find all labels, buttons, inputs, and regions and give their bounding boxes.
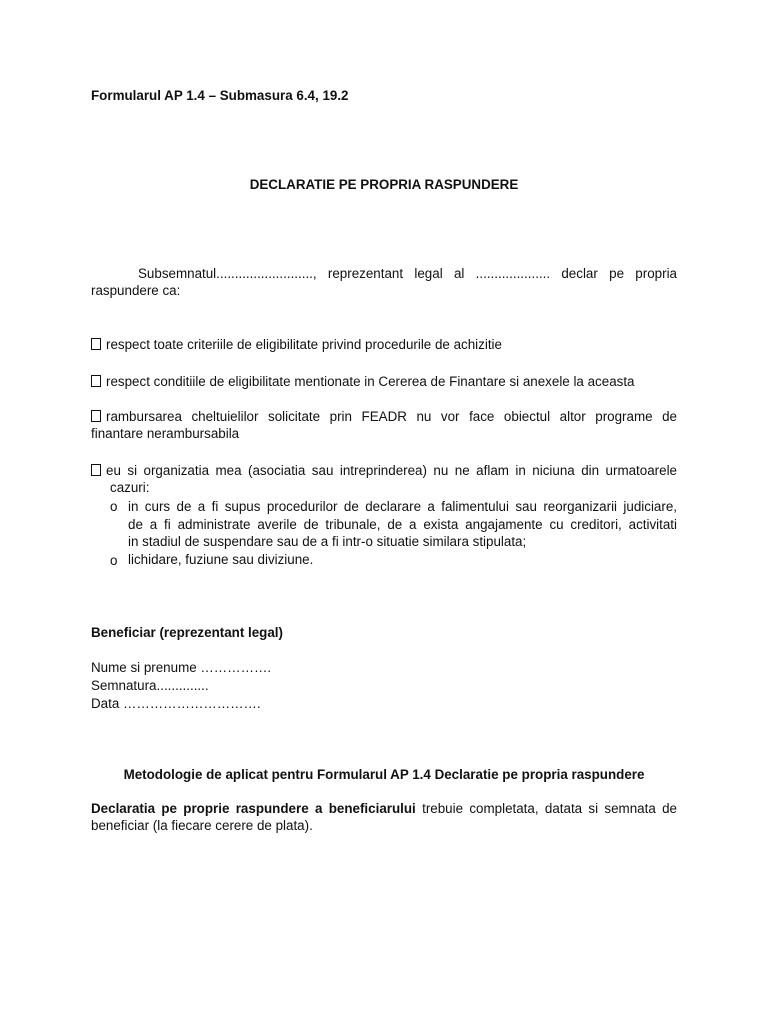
intro-line-2: raspundere ca:	[91, 283, 181, 298]
intro-line-1: Subsemnatul.........................., reprezentant legal al .................... declar pe propria	[138, 266, 677, 281]
methodology-line-1	[91, 800, 677, 818]
check-item-1-text: respect toate criteriile de eligibilitate privind procedurile de achizitie	[106, 337, 502, 352]
check-item-1	[91, 336, 677, 354]
sub-item-2-line-1: lichidare, fuziune sau diviziune.	[128, 552, 314, 567]
sub-item-2-marker: o	[110, 553, 118, 568]
methodology-line-2: beneficiar (la fiecare cerere de plata).	[91, 818, 313, 833]
name-line: Nume si prenume …………….	[91, 660, 272, 675]
methodology-bold-part: Declaratia pe proprie raspundere a beneficiarului	[91, 801, 416, 816]
beneficiar-heading: Beneficiar (reprezentant legal)	[91, 625, 283, 640]
check-item-2-text: respect conditiile de eligibilitate mentionate in Cererea de Finantare si anexele la aceasta	[106, 374, 635, 389]
checkbox-icon	[91, 338, 101, 350]
check-item-4-line-2: cazuri:	[110, 480, 150, 495]
checkbox-icon	[91, 375, 101, 387]
signature-line: Semnatura..............	[91, 678, 209, 693]
sub-item-1-marker: o	[110, 499, 118, 514]
check-item-3	[91, 408, 677, 426]
sub-item-1-line-3: in stadiul de suspendare sau de a fi intr-o situatie similara stipulata;	[128, 534, 527, 549]
check-item-2	[91, 373, 677, 391]
sub-item-1-line-1: in curs de a fi supus procedurilor de declarare a falimentului sau reorganizarii judiciare,	[128, 499, 677, 514]
document-title: DECLARATIE PE PROPRIA RASPUNDERE	[249, 177, 519, 192]
date-line: Data ………………………….	[91, 696, 261, 711]
check-item-3-line-1: rambursarea cheltuielilor solicitate prin FEADR nu vor face obiectul altor programe de	[106, 409, 677, 424]
methodology-heading: Metodologie de aplicat pentru Formularul AP 1.4 Declaratie pe propria raspundere	[123, 767, 645, 782]
sub-item-1-line-2: de a fi administrate averile de tribunale, de a exista angajamente cu creditori, activitati	[128, 517, 677, 532]
methodology-rest: trebuie completata, datata si semnata de	[415, 801, 677, 816]
check-item-4-line-1: eu si organizatia mea (asociatia sau intreprinderea) nu ne aflam in niciuna din urmatoarele	[106, 463, 677, 478]
checkbox-icon	[91, 464, 101, 476]
checkbox-icon	[91, 410, 101, 422]
check-item-3-line-2: finantare nerambursabila	[91, 426, 240, 441]
check-item-4	[91, 462, 677, 480]
form-header: Formularul AP 1.4 – Submasura 6.4, 19.2	[91, 88, 349, 103]
